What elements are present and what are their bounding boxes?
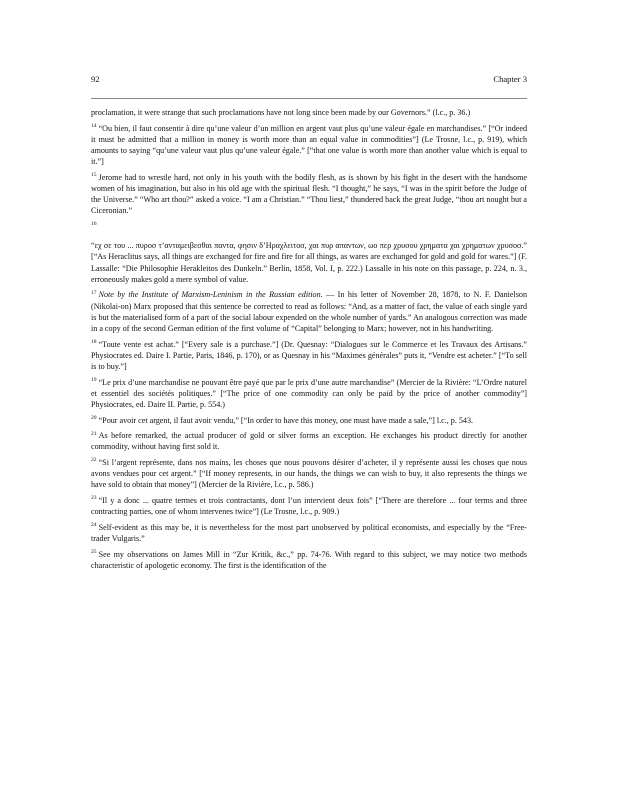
footnote-19: $^{19}$ “Le prix d’une marchandise ne pouvant être payé que par le prix d’une autre marchandise” (Mercier de la Rivière: “L’Ordre naturel et essentiel des sociétés politiques.” [“The price of one commodity can only be paid by the price of another commodity”] Physiocrates, ed. Daire II. Partie, p. 554.) [91, 376, 527, 410]
chapter-title: Chapter 3 [493, 74, 527, 84]
document-page [91, 74, 527, 575]
footnote-17: $^{17}$ Note by the Institute of Marxism-Leninism in the Russian edition. — In his letter of November 28, 1878, to N. F. Danielson (Nikolai-on) Marx proposed that this sentence be corrected to read as follows: “And, as a matter of fact, the value of each single yard is but the materialised form of a part of the social labour expended on the whole number of yards.” An analogous correction was made in a copy of the second German edition of the first volume of “Capital” belonging to Marx; however, not in his handwriting. [91, 289, 527, 334]
footnote-15: $^{15}$ Jerome had to wrestle hard, not only in his youth with the bodily flesh, as is shown by his fight in the desert with the handsome women of his imagination, but also in his old age with the spiritual flesh. “I thought,” he says, “I was in the spirit before the Judge of the Universe.” “Who art thou?” asked a voice. “I am a Christian.” “Thou liest,” thundered back the great Judge, “thou art nought but a Ciceronian.” [91, 172, 527, 216]
footnote-25: $^{25}$ See my observations on James Mill in “Zur Kritik, &c.,” pp. 74-76. With regard to this subject, we may notice two methods characteristic of apologetic economy. The first is the identification of the [91, 548, 527, 570]
footnote-20: $^{20}$ “Pour avoir cet argent, il faut avoir vendu,” [“In order to have this money, one must have made a sale,”] l.c., p. 543. [91, 414, 474, 425]
footnote-continued: proclamation, it were strange that such proclamations have not long since been made by our Governors.” (l.c., p. 36.) [91, 108, 471, 117]
header-rule [91, 98, 527, 99]
footnote-23: $^{23}$ “Il y a donc ... quatre termes et trois contractants, dont l’un intervient deux fois” [“There are therefore ... four terms and three contracting parties, one of whom intervenes twice”] (Le Trosne, l.c., p. 909.) [91, 495, 527, 517]
footnote-14: $^{14}$ “Ou bien, il faut consentir à dire qu’une valeur d’un million en argent vaut plus qu’une valeur égale en marchandises.” [“Or indeed it must be admitted that a million in money is worth more than an equal value in commodities”] (Le Trosne, l.c., p. 919), which amounts to saying “qu’une valeur vaut plus qu’une valeur égale.” [“that one value is worth more than another value which is equal to it.”] [91, 122, 527, 167]
footnote-22: $^{22}$ “Si l’argent représente, dans nos mains, les choses que nous pouvons désirer d’acheter, il y représente aussi les choses que nous avons vendues pour cet argent.” [“If money represents, in our hands, the things we can wish to buy, it also represents the things we have sold to obtain that money”] (Mercier de la Rivière, l.c., p. 586.) [91, 457, 527, 490]
page-header [91, 74, 527, 84]
footnote-21: $^{21}$ As before remarked, the actual producer of gold or silver forms an exception. He exchanges his product directly for another commodity, without having first sold it. [91, 430, 527, 452]
footnote-24: $^{24}$ Self-evident as this may be, it is nevertheless for the most part unobserved by political economists, and especially by the “Free-trader Vulgaris.” [91, 522, 527, 543]
footnote-18: $^{18}$ “Toute vente est achat.” [“Every sale is a purchase.”] (Dr. Quesnay: “Dialogues sur le Commerce et les Travaux des Artisans.” Physiocrates ed. Daire I. Partie, Paris, 1846, p. 170), or as Quesnay in his “Maximes générales” puts it, “Vendre est acheter.” [“To sell is to buy.”] [91, 338, 527, 372]
footnotes [91, 107, 527, 571]
page-number: 92 [91, 74, 100, 84]
footnote-16-text: “εχ σε του ... πυροσ τ’ανταμειβεσθαι παντα, φησιν δ’Ηραχλειτοσ, χαι πυρ απαντων, ωο περ χρυσου χρηματα χαι χρηματων χρυσοσ.” [“As Heraclitus says, all things are exchanged for fire and fire for all things, as wares are exchanged for gold and gold for wares.”] (F. Lassalle: “Die Philosophie Herakleitos des Dunkeln.” Berlin, 1858, Vol. I, p. 222.) Lassalle in his note on this passage, p. 224, n. 3., erroneously makes gold a mere symbol of value. [91, 241, 527, 284]
footnote-16: 16 [91, 221, 97, 228]
